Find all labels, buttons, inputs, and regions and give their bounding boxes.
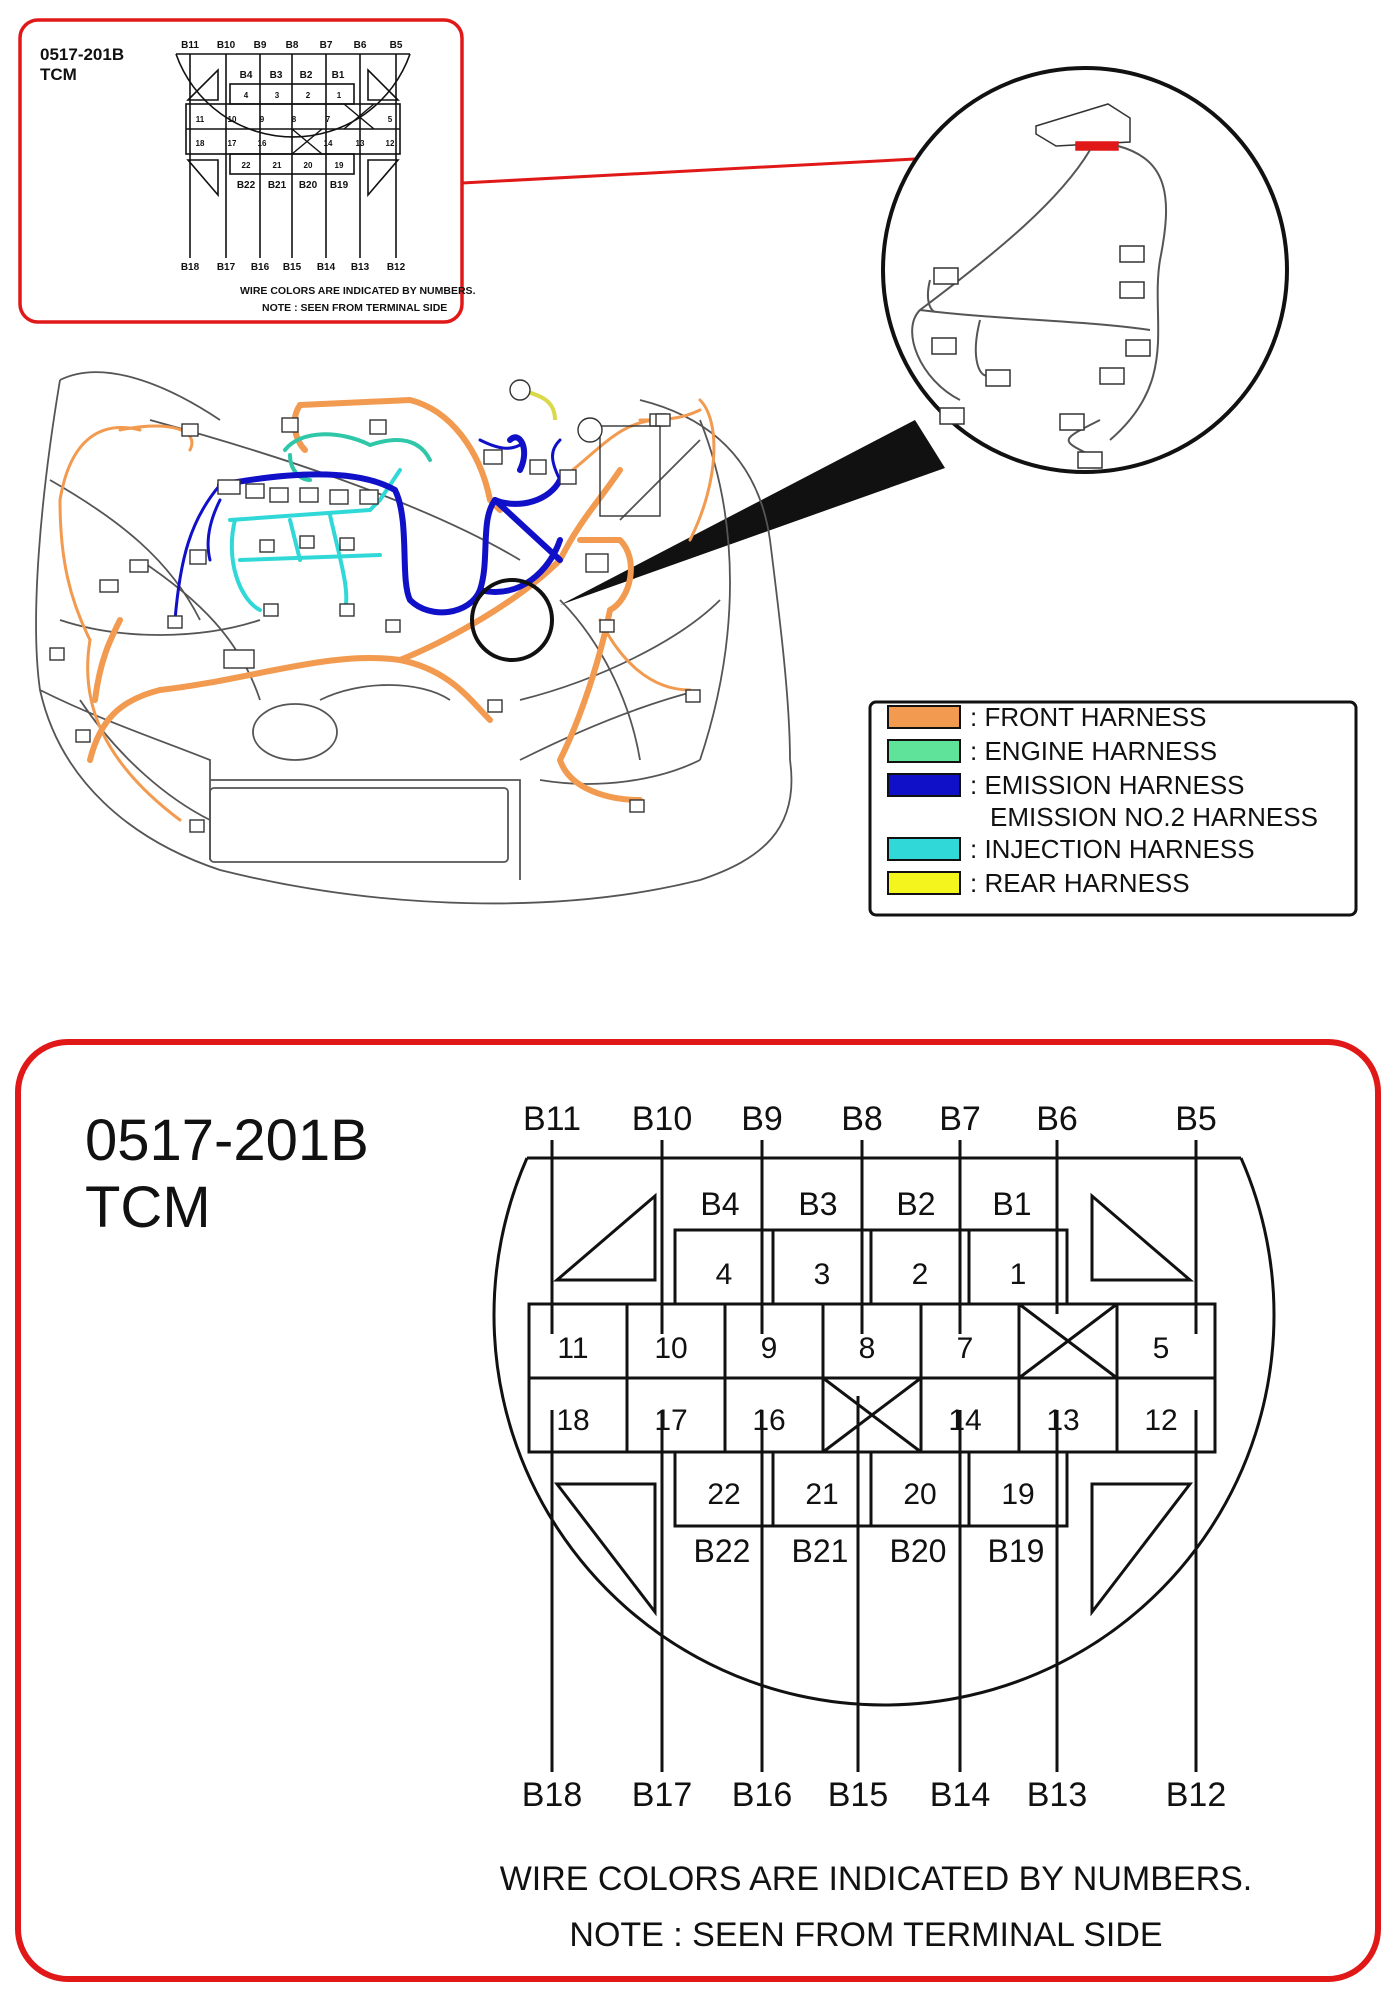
terminal-number: 21: [805, 1478, 839, 1511]
legend-label: : REAR HARNESS: [970, 868, 1190, 898]
small-note-2: NOTE : SEEN FROM TERMINAL SIDE: [262, 302, 448, 314]
small-connector-panel: [20, 20, 476, 322]
small-terminal-number: 1: [336, 91, 342, 100]
small-connector-name: TCM: [40, 65, 77, 84]
terminal-number: 22: [707, 1478, 741, 1511]
emission-harness-wires: [220, 437, 560, 612]
small-connector-code: 0517-201B: [40, 45, 125, 64]
pin-label-bottom: B15: [827, 1776, 889, 1814]
pin-label-upper: B4: [700, 1186, 740, 1222]
pin-label-lower: B19: [987, 1533, 1045, 1569]
legend-label: : INJECTION HARNESS: [970, 834, 1255, 864]
pin-label-top: B10: [631, 1100, 693, 1138]
small-terminal-number: 19: [334, 161, 344, 170]
terminal-number: 11: [557, 1332, 589, 1365]
pin-label-upper: B2: [896, 1186, 936, 1222]
pin-label-bottom: B16: [731, 1776, 793, 1814]
terminal-number: 13: [1046, 1404, 1080, 1437]
terminal-number: 19: [1001, 1478, 1035, 1511]
legend-swatch: [888, 774, 960, 796]
front-harness-branches: [60, 400, 714, 820]
car-body-outline: [36, 372, 791, 903]
small-pin-label-top: B10: [216, 40, 236, 51]
terminal-number: 14: [948, 1404, 982, 1437]
small-terminal-number: 5: [387, 115, 393, 124]
small-terminal-number: 13: [355, 139, 365, 148]
small-pin-label-lower: B20: [298, 180, 318, 191]
legend-swatch: [888, 740, 960, 762]
small-pin-label-lower: B21: [267, 180, 287, 191]
small-pin-label-bottom: B17: [216, 262, 236, 273]
pin-label-top: B6: [1036, 1100, 1078, 1138]
zoom-detail-circle: [560, 68, 1287, 605]
terminal-number: 3: [813, 1258, 831, 1291]
pin-label-bottom: B17: [631, 1776, 693, 1814]
small-terminal-number: 7: [325, 115, 331, 124]
small-terminal-number: 16: [257, 139, 267, 148]
connector-code: 0517-201B: [85, 1108, 369, 1173]
pin-label-bottom: B13: [1026, 1776, 1088, 1814]
small-pin-label-upper: B4: [239, 70, 253, 81]
pin-label-top: B5: [1175, 1100, 1217, 1138]
small-terminal-number: 17: [227, 139, 237, 148]
harness-connectors: [50, 380, 700, 832]
small-pin-label-upper: B3: [269, 70, 283, 81]
note-wire-colors: WIRE COLORS ARE INDICATED BY NUMBERS.: [499, 1860, 1253, 1898]
tcm-connector-highlight: [1076, 142, 1118, 150]
terminal-number: 2: [911, 1258, 929, 1291]
terminal-number: 9: [760, 1332, 778, 1365]
small-note-1: WIRE COLORS ARE INDICATED BY NUMBERS.: [240, 285, 476, 297]
large-panel-frame: [18, 1042, 1378, 1979]
small-pin-label-top: B8: [285, 40, 299, 51]
small-terminal-number: 12: [385, 139, 395, 148]
small-terminal-number: 20: [303, 161, 313, 170]
terminal-number: 7: [956, 1332, 974, 1365]
small-pin-label-bottom: B16: [250, 262, 270, 273]
small-terminal-number: 21: [272, 161, 282, 170]
legend-swatch: [888, 706, 960, 728]
legend-label: : ENGINE HARNESS: [970, 736, 1218, 766]
small-pin-label-bottom: B18: [180, 262, 200, 273]
small-pin-label-lower: B19: [329, 180, 349, 191]
small-pin-label-lower: B22: [236, 180, 256, 191]
small-pin-label-bottom: B14: [316, 262, 336, 273]
harness-legend: [870, 702, 1356, 915]
pin-label-lower: B20: [889, 1533, 947, 1569]
pin-label-lower: B22: [693, 1533, 751, 1569]
pin-label-bottom: B14: [929, 1776, 991, 1814]
terminal-number: 8: [858, 1332, 876, 1365]
small-terminal-number: 14: [323, 139, 333, 148]
pin-label-lower: B21: [791, 1533, 849, 1569]
legend-label: EMISSION NO.2 HARNESS: [990, 802, 1318, 832]
pin-label-upper: B3: [798, 1186, 838, 1222]
pin-label-bottom: B18: [521, 1776, 583, 1814]
small-pin-label-top: B6: [353, 40, 367, 51]
small-terminal-number: 2: [305, 91, 311, 100]
small-terminal-number: 10: [227, 115, 237, 124]
small-terminal-number: 22: [241, 161, 251, 170]
large-connector-panel: [18, 1042, 1378, 1979]
legend-swatch: [888, 872, 960, 894]
pin-label-top: B11: [523, 1100, 581, 1138]
small-terminal-number: 11: [195, 115, 205, 124]
small-pin-label-bottom: B12: [386, 262, 406, 273]
small-pin-label-top: B11: [181, 40, 199, 51]
terminal-number: 12: [1144, 1404, 1178, 1437]
terminal-number: 5: [1152, 1332, 1170, 1365]
small-pin-label-bottom: B15: [282, 262, 302, 273]
zoom-cone: [560, 420, 945, 605]
pin-label-top: B9: [741, 1100, 783, 1138]
engine-bay-illustration: [36, 372, 791, 903]
legend-label: : EMISSION HARNESS: [970, 770, 1245, 800]
front-harness-wires: [90, 400, 640, 800]
terminal-number: 20: [903, 1478, 937, 1511]
terminal-number: 4: [715, 1258, 733, 1291]
legend-label: : FRONT HARNESS: [970, 702, 1207, 732]
terminal-number: 1: [1009, 1258, 1027, 1291]
small-pin-label-top: B7: [319, 40, 333, 51]
pin-label-upper: B1: [992, 1186, 1032, 1222]
small-terminal-number: 18: [195, 139, 205, 148]
pin-label-bottom: B12: [1165, 1776, 1227, 1814]
small-pin-label-upper: B1: [331, 70, 345, 81]
pin-label-top: B7: [939, 1100, 981, 1138]
pin-label-top: B8: [841, 1100, 883, 1138]
small-pin-label-top: B9: [253, 40, 267, 51]
small-pin-label-bottom: B13: [350, 262, 370, 273]
small-terminal-number: 9: [259, 115, 265, 124]
small-pin-label-upper: B2: [299, 70, 313, 81]
small-terminal-number: 4: [243, 91, 249, 100]
legend-swatch: [888, 838, 960, 860]
terminal-number: 16: [752, 1404, 786, 1437]
terminal-number: 10: [654, 1332, 688, 1365]
small-terminal-number: 3: [274, 91, 280, 100]
terminal-number: 17: [654, 1404, 688, 1437]
small-terminal-number: 8: [291, 115, 297, 124]
terminal-number: 18: [556, 1404, 590, 1437]
connector-name: TCM: [85, 1175, 211, 1240]
small-pin-label-top: B5: [389, 40, 403, 51]
note-terminal-side: NOTE : SEEN FROM TERMINAL SIDE: [569, 1916, 1163, 1954]
